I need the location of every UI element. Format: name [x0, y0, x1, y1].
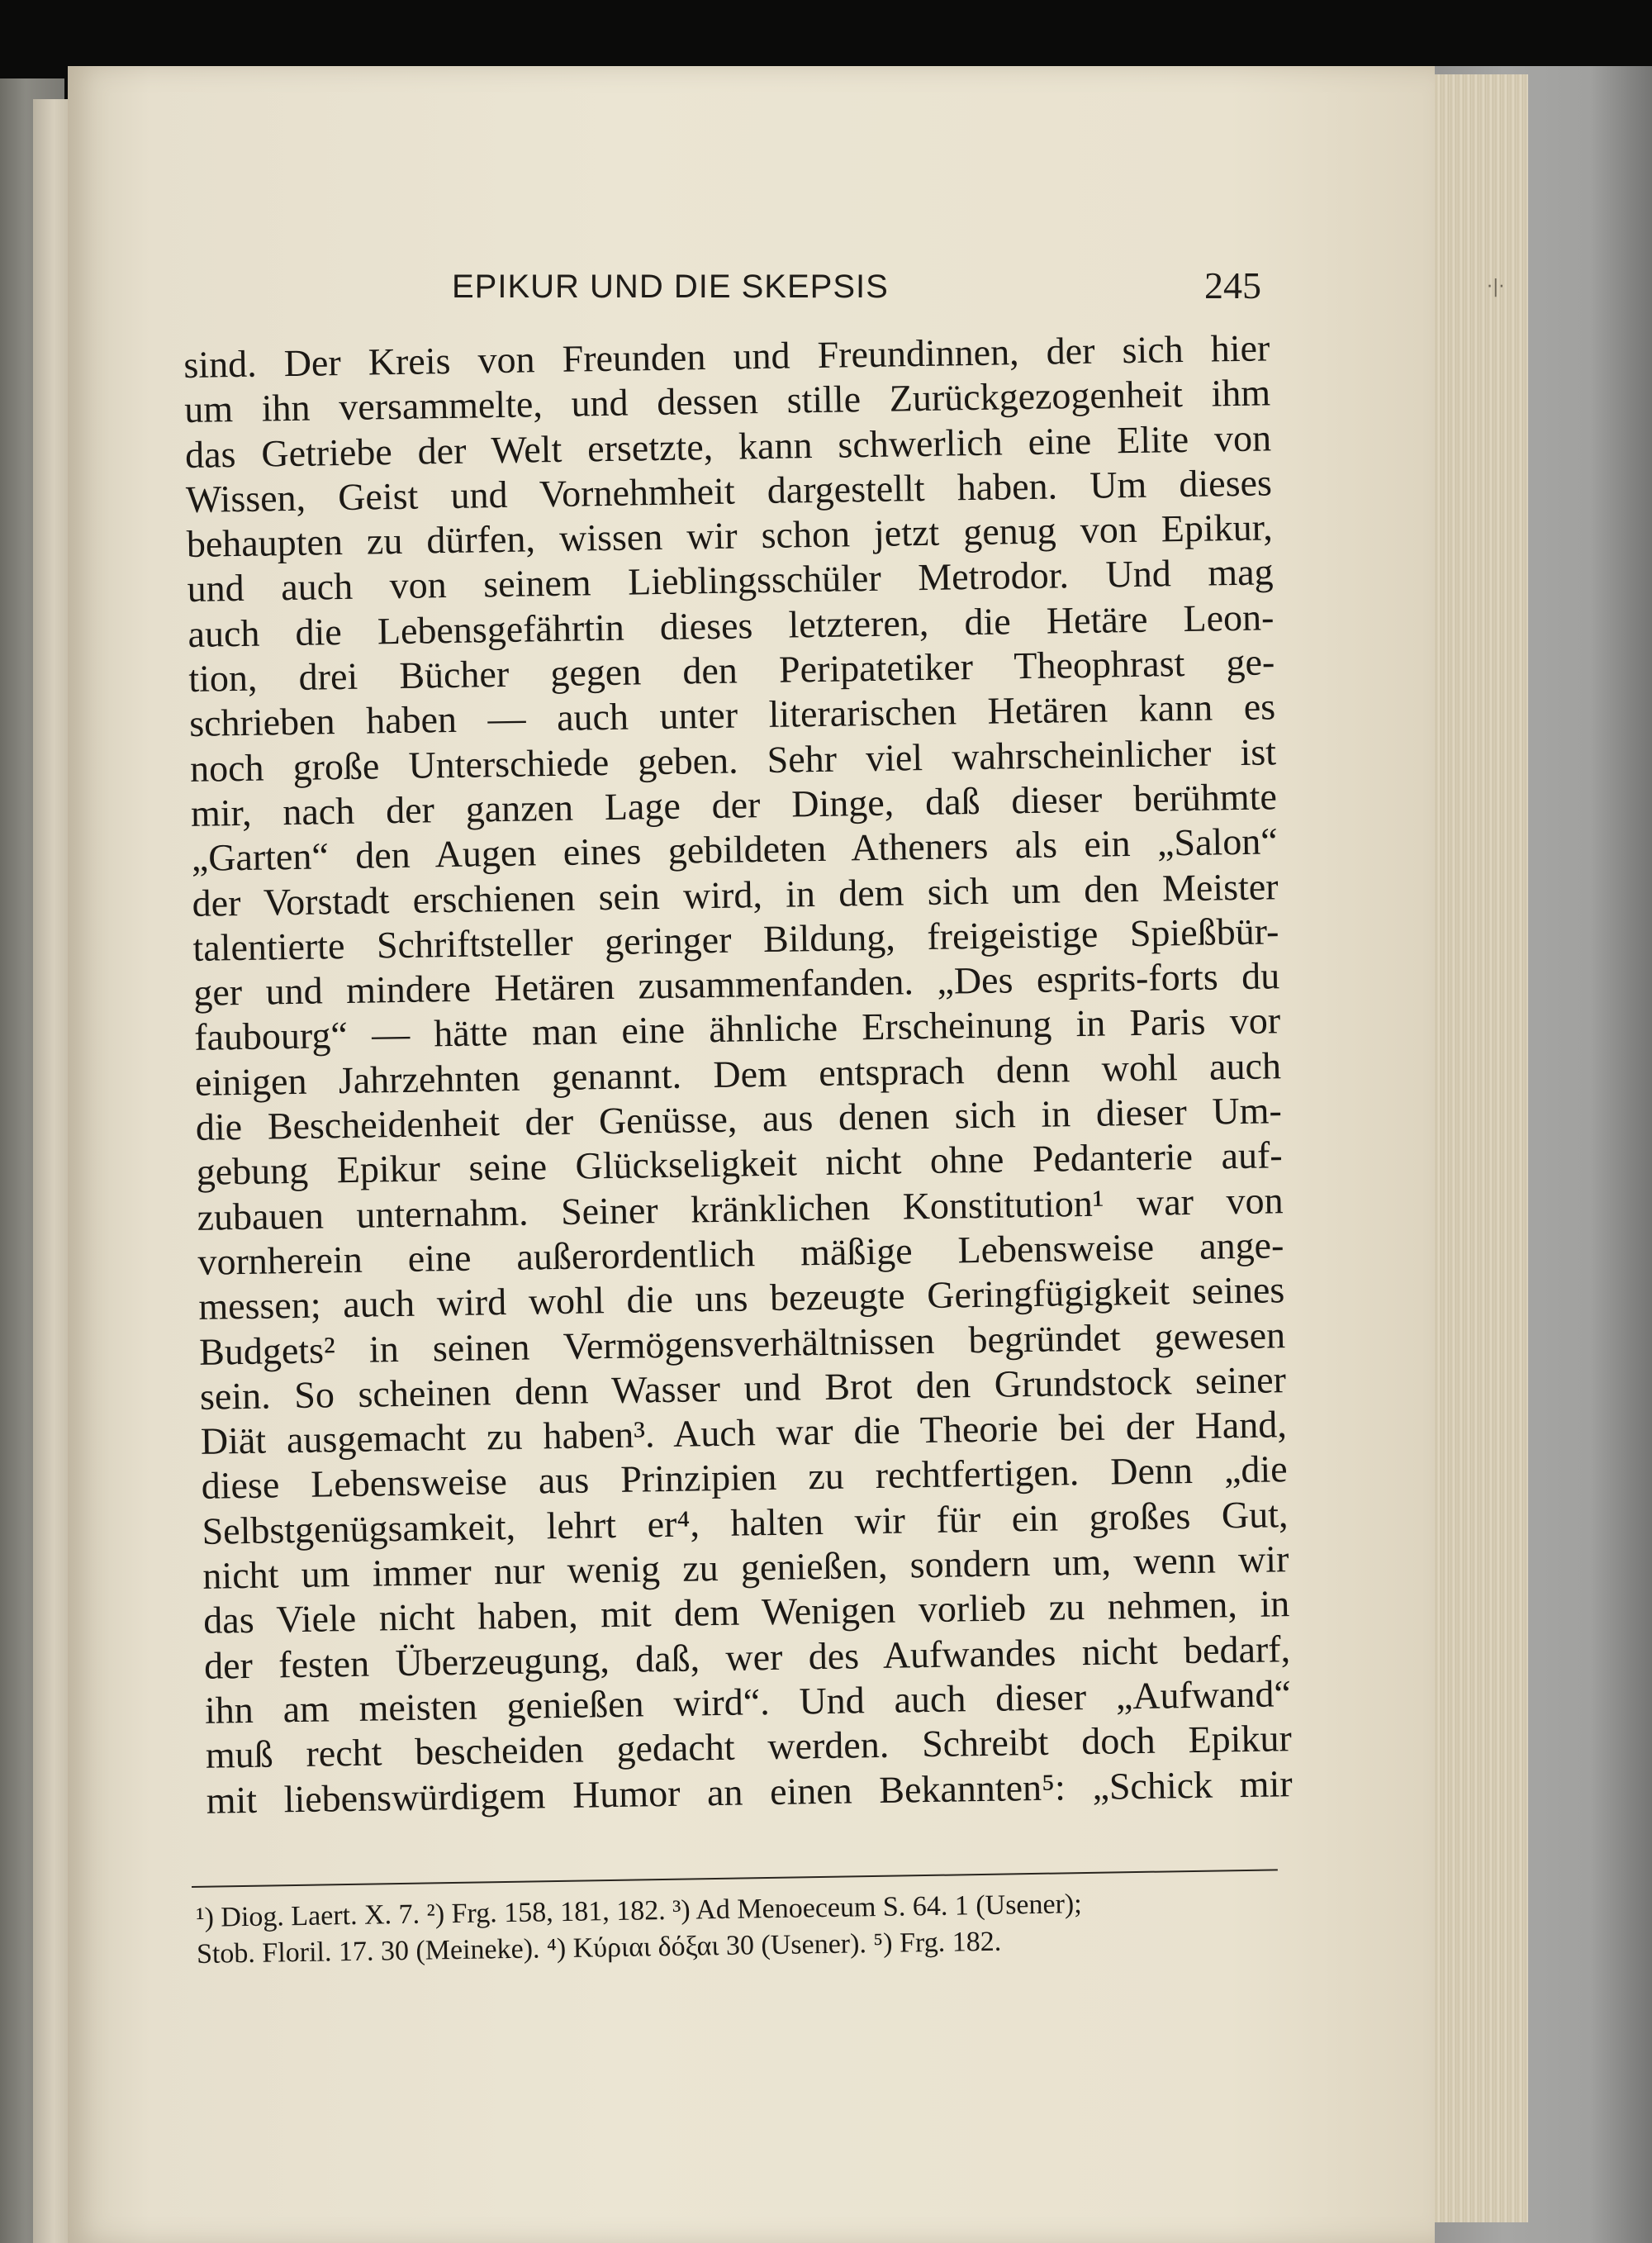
text-line: auch die Lebensgefährtin dieses letzteren, die Hetäre Leon- — [188, 596, 1275, 655]
text-line: mir, nach der ganzen Lage der Dinge, daß dieser berühmte — [190, 775, 1278, 834]
text-line: der Vorstadt erschienen sein wird, in dem sich um den Meister — [192, 864, 1279, 924]
text-line: sind. Der Kreis von Freunden und Freundinnen, der sich hier — [183, 326, 1270, 386]
text-line: schrieben haben — auch unter literarischen Hetären kann es — [188, 685, 1276, 745]
footnote-line: Stob. Floril. 17. 30 (Meineke). ⁴) Κύριαι δόξαι 30 (Usener). ⁵) Frg. 182. — [196, 1926, 1002, 1970]
text-line: diese Lebensweise aus Prinzipien zu rechtfertigen. Denn „die — [201, 1447, 1288, 1508]
text-line: talentierte Schriftsteller geringer Bildung, freigeistige Spießbür- — [192, 910, 1279, 969]
text-line: das Viele nicht haben, mit dem Wenigen vorlieb zu nehmen, in — [202, 1582, 1290, 1642]
text-line: muß recht bescheiden gedacht werden. Schreibt doch Epikur — [205, 1717, 1293, 1776]
text-line: gebung Epikur seine Glückseligkeit nicht ohne Pedanterie auf- — [196, 1133, 1284, 1194]
text-line: sein. So scheinen denn Wasser und Brot den Grundstock seiner — [199, 1358, 1287, 1418]
body-text — [183, 326, 1293, 1822]
text-line: ger und mindere Hetären zusammenfanden. „Des esprits-forts du — [192, 954, 1280, 1015]
text-line: Wissen, Geist und Vornehmheit dargestellt haben. Um dieses — [185, 461, 1273, 520]
text-line: vornherein eine außerordentlich mäßige Lebensweise ange- — [197, 1224, 1284, 1283]
running-head: EPIKUR UND DIE SKEPSIS — [452, 268, 889, 305]
text-line: messen; auch wird wohl die uns bezeugte Geringfügigkeit seines — [197, 1268, 1285, 1328]
text-line: um ihn versammelte, und dessen stille Zurückgezogenheit ihm — [183, 371, 1271, 431]
text-line: „Garten“ den Augen eines gebildeten Atheners als ein „Salon“ — [191, 820, 1279, 880]
text-line: nicht um immer nur wenig zu genießen, sondern um, wenn wir — [202, 1537, 1289, 1597]
text-line: zubauen unternahm. Seiner kränklichen Konstitution¹ war von — [197, 1178, 1284, 1238]
text-line: die Bescheidenheit der Genüsse, aus denen sich in dieser Um- — [195, 1089, 1283, 1148]
book-page — [68, 66, 1435, 2243]
text-line: Diät ausgemacht zu haben³. Auch war die Theorie bei der Hand, — [200, 1403, 1288, 1462]
text-line: Budgets² in seinen Vermögensverhältnissen begründet gewesen — [198, 1313, 1286, 1373]
page-number: 245 — [1204, 264, 1261, 307]
text-line: tion, drei Bücher gegen den Peripatetiker Theophrast ge- — [188, 640, 1275, 701]
left-page-edge — [33, 99, 69, 2243]
text-line: einigen Jahrzehnten genannt. Dem entsprach denn wohl auch — [194, 1043, 1282, 1104]
text-line: Selbstgenügsamkeit, lehrt er⁴, halten wir für ein großes Gut, — [202, 1492, 1289, 1552]
text-line: behaupten zu dürfen, wissen wir schon jetzt genug von Epikur, — [186, 506, 1274, 566]
text-line: das Getriebe der Welt ersetzte, kann schwerlich eine Elite von — [184, 416, 1272, 476]
text-line: mit liebenswürdigem Humor an einen Bekannten⁵: „Schick mir — [206, 1761, 1293, 1822]
text-line: noch große Unterschiede geben. Sehr viel wahrscheinlicher ist — [189, 729, 1277, 790]
page-header — [452, 264, 1261, 326]
text-line: faubourg“ — hätte man eine ähnliche Erscheinung in Paris vor — [193, 999, 1281, 1059]
cover-shadow — [1590, 66, 1652, 2243]
margin-mark: ·|· — [1487, 277, 1505, 297]
text-line: ihn am meisten genießen wird“. Und auch dieser „Aufwand“ — [204, 1672, 1292, 1732]
text-line: der festen Überzeugung, daß, wer des Aufwandes nicht bedarf, — [203, 1627, 1291, 1687]
text-line: und auch von seinem Lieblingsschüler Metrodor. Und mag — [187, 550, 1274, 611]
footnotes — [196, 1883, 1279, 1973]
footnote-line: ¹) Diog. Laert. X. 7. ²) Frg. 158, 181, 182. ³) Ad Menoeceum S. 64. 1 (Usener); — [196, 1889, 1082, 1933]
